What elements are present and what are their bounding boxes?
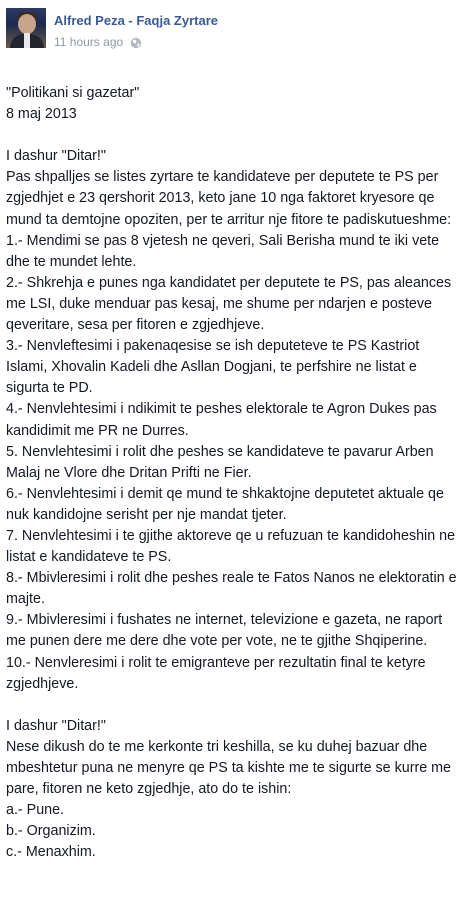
factor-item-5: 5. Nenvlehtesimi i rolit dhe peshes se kandidateve te pavarur Arben Malaj ne Vlore dhe Dritan Prifti ne Fier. [6, 443, 434, 481]
advice-paragraph: Nese dikush do te me kerkonte tri keshilla, se ku duhej bazuar dhe mbeshtetur puna ne menyre qe PS ta kishte me te sigurte se kurre me pare, fitoren ne keto zgjedhje, ato do te ishin: [6, 738, 452, 798]
advice-item-b: b.- Organizim. [6, 823, 96, 840]
factor-item-8: 8.- Mbivleresimi i rolit dhe peshes reale te Fatos Nanos ne elektoratin e majte. [6, 570, 457, 608]
intro-paragraph: Pas shpalljes se listes zyrtare te kandidateve per deputete te PS per zgjedhjet e 23 qershorit 2013, keto jane 10 nga faktoret kryesore qe mund ta demtojne opoziten, per te arritur nje fitore te padiskutueshme: [6, 169, 452, 228]
post-header [6, 8, 464, 58]
factor-item-2: 2.- Shkrehja e punes nga kandidatet per deputete te PS, pas aleances me LSI, duke menduar pas kesaj, me shume per ndarjen e posteve qeveritare, sesa per fitoren e zgjedhjeve. [6, 274, 452, 334]
post-date: 8 maj 2013 [6, 106, 77, 123]
post-timestamp[interactable]: 11 hours ago [54, 35, 124, 49]
advice-item-a: a.- Pune. [6, 802, 65, 819]
factor-item-9: 9.- Mbivleresimi i fushates ne internet, televizione e gazeta, ne raport me punen dere me dere dhe vote per vote, ne te gjithe Shqiperine. [6, 612, 443, 650]
factor-item-1: 1.- Mendimi se pas 8 vjetesh ne qeveri, Sali Berisha mund te iki vete dhe te mundet lehte. [6, 232, 440, 270]
factor-item-6: 6.- Nenvlehtesimi i demit qe mund te shkaktojne deputetet aktuale qe nuk kandidojne serisht per nje mandat tjeter. [6, 485, 444, 523]
factor-item-4: 4.- Nenvlehtesimi i ndikimit te peshes elektorale te Agron Dukes pas kandidimit me PR ne Durres. [6, 401, 437, 439]
post-body [6, 83, 460, 863]
blank-line [6, 125, 460, 146]
blank-line [6, 695, 460, 716]
advice-item-c: c.- Menaxhim. [6, 844, 96, 861]
author-avatar[interactable] [6, 8, 46, 48]
post-title: "Politikani si gazetar" [6, 85, 140, 101]
globe-icon[interactable] [130, 36, 142, 48]
factor-item-3: 3.- Nenvleftesimi i pakenaqesise se ish deputeteve te PS Kastriot Islami, Xhovalin Kadeli dhe Asllan Dogjani, te perfshire ne listat e sigurta te PD. [6, 338, 420, 397]
factor-item-7: 7. Nenvlehtesimi i te gjithe aktoreve qe u refuzuan te kandidoheshin ne listat e kandidateve te PS. [6, 527, 456, 566]
author-name-link[interactable]: Alfred Peza - Faqja Zyrtare [54, 13, 218, 28]
post-meta [54, 35, 142, 49]
greeting-2: I dashur "Ditar!" [6, 717, 106, 734]
factor-item-10: 10.- Nenvleresimi i rolit te emigranteve per rezultatin final te ketyre zgjedhjeve. [6, 654, 426, 692]
greeting-1: I dashur "Ditar!" [6, 148, 106, 165]
